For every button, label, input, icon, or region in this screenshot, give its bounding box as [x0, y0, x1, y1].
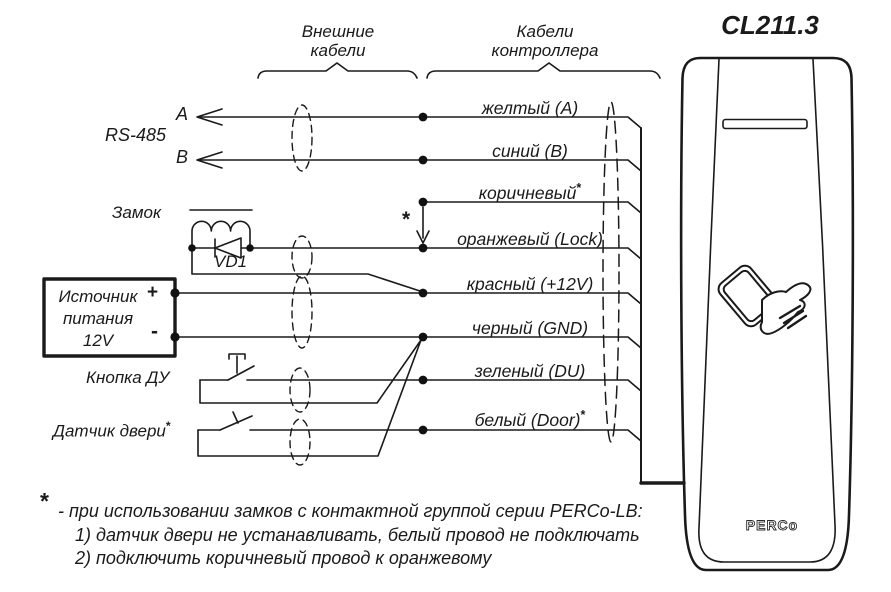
wire-label-black: черный (GND): [471, 317, 589, 338]
wire-black: [175, 337, 641, 348]
door-sensor-label: Датчик двери*: [53, 419, 171, 441]
controller-cables-header: Кабели контроллера: [491, 22, 599, 60]
wire-orange: [250, 248, 641, 259]
footnote-line-1: - при использовании замков с контактной группой серии PERCo-LB:: [58, 501, 643, 521]
wire-brown: [423, 202, 641, 213]
lock-symbol: [190, 210, 252, 247]
reader-device: [681, 58, 853, 570]
footnote-asterisk: *: [40, 488, 49, 514]
controller-cables-brace-icon: [427, 63, 660, 78]
lock-label: Замок: [112, 203, 162, 222]
wire-red: [175, 293, 641, 304]
footnote-line-2: 1) датчик двери не устанавливать, белый провод не подключать: [75, 525, 640, 545]
wire-label-brown: коричневый*: [478, 181, 582, 203]
wire-label-red: красный (+12V): [466, 273, 594, 294]
brown-to-orange-asterisk: *: [402, 208, 411, 231]
du-button-label: Кнопка ДУ: [86, 368, 170, 387]
brown-to-orange-arrow-icon: [417, 207, 429, 243]
wire-label-blue: синий (B): [492, 140, 568, 161]
psu-plus-label: +: [147, 282, 159, 303]
wire-label-white: белый (Door)*: [474, 408, 586, 430]
rs485-line-b-label: B: [175, 147, 188, 167]
wire-label-yellow: желтый (A): [481, 97, 579, 118]
wire-label-green: зеленый (DU): [474, 360, 586, 381]
wire-label-orange: оранжевый (Lock): [457, 228, 603, 249]
footnote-line-3: 2) подключить коричневый провод к оранжевому: [75, 548, 492, 568]
external-cables-brace-icon: [258, 63, 417, 78]
wire-green: [247, 380, 641, 391]
device-model-title: CL211.3: [721, 10, 819, 40]
rs485-line-a-label: A: [175, 104, 188, 124]
perco-logo: PERCo: [745, 517, 799, 533]
psu-minus-label: -: [151, 320, 158, 343]
external-cables-header: Внешние кабели: [301, 22, 375, 60]
rs485-label: RS-485: [105, 125, 167, 145]
diode-label: VD1: [214, 252, 248, 271]
psu-label: Источник питания 12V: [58, 287, 138, 350]
card-hand-icon: [715, 262, 810, 333]
controller-bus-wire: [641, 128, 684, 483]
cable-shield-icons: [290, 105, 312, 465]
reader-slot: [723, 120, 807, 129]
